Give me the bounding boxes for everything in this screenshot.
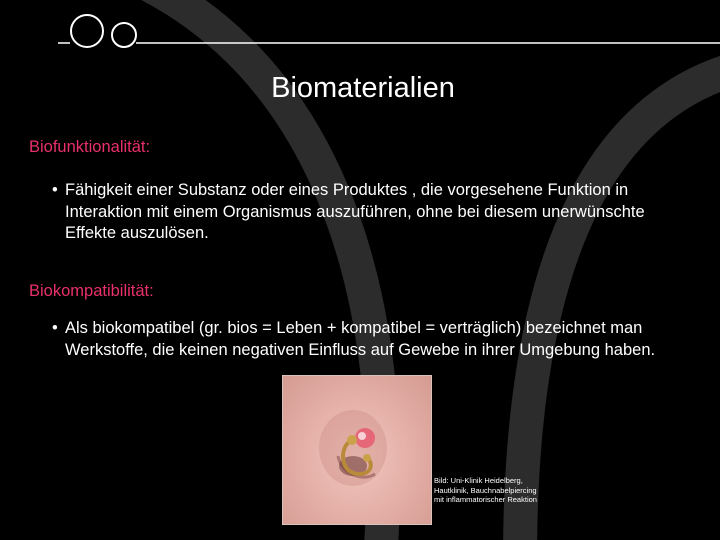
bullet-biokompatibilitaet <box>52 318 692 361</box>
background-arc-right <box>520 60 720 540</box>
bullet-dot: • <box>52 319 58 337</box>
bullet-text: Fähigkeit einer Substanz oder eines Produktes , die vorgesehene Funktion in Interaktion mit einem Organismus auszuführen, ohne bei diesem unerwünschte Effekte auszulösen. <box>65 181 645 242</box>
heading-biokompatibilitaet: Biokompatibilität: <box>29 282 154 300</box>
logo-circle-large <box>71 15 103 47</box>
bullet-text: Als biokompatibel (gr. bios = Leben + kompatibel = verträglich) bezeichnet man Werkstoffe, die keinen negativen Einfluss auf Gewebe in ihrer Umgebung haben. <box>65 319 656 359</box>
piercing-photo <box>282 375 432 525</box>
image-caption: Bild: Uni-Klinik Heidelberg, Hautklinik, Bauchnabelpiercing mit inflammatorischer Reaktion <box>434 476 537 505</box>
bullet-biofunktionalitaet <box>52 180 692 245</box>
piercing-illustration <box>283 376 431 524</box>
bullet-dot: • <box>52 181 58 199</box>
heading-biofunktionalitaet: Biofunktionalität: <box>29 138 151 156</box>
logo-circle-small <box>112 23 136 47</box>
slide-title: Biomaterialien <box>271 72 455 104</box>
